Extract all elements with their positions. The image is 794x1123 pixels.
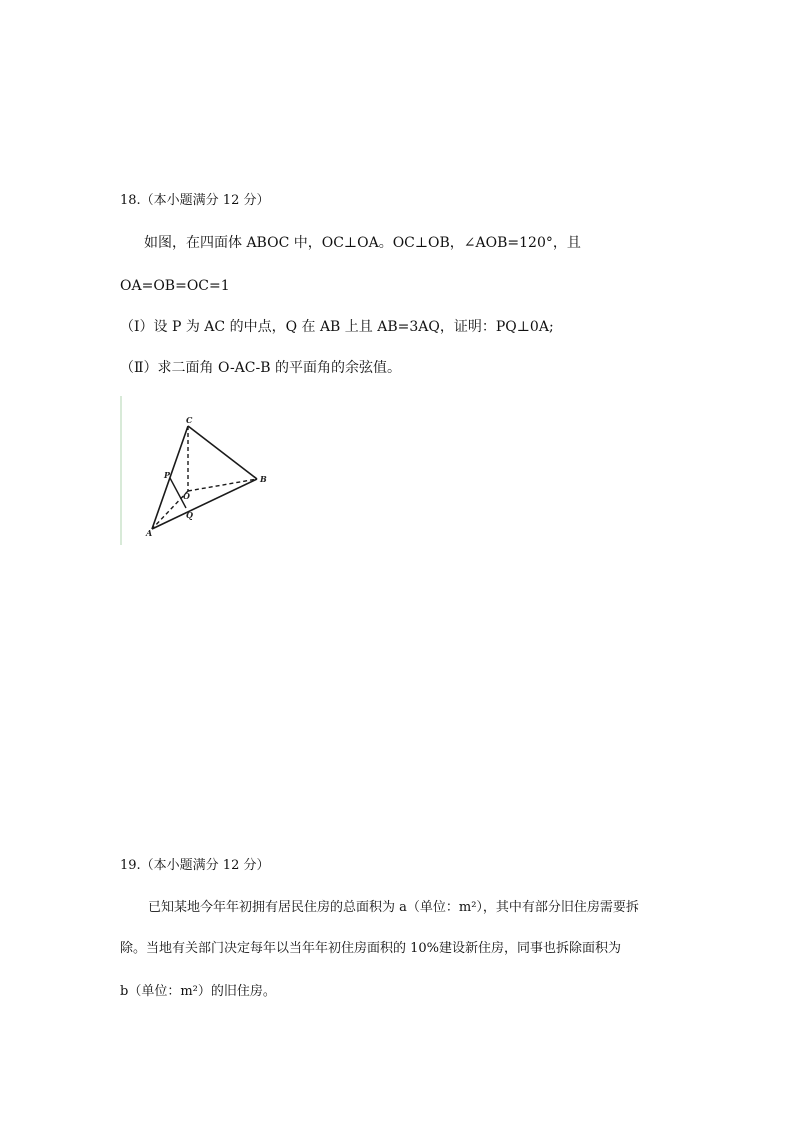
edge-OB-dashed [188, 479, 257, 491]
problem-19-line2: 除。当地有关部门决定每年以当年年初住房面积的 10%建设新住房，同事也拆除面积为 [120, 941, 622, 956]
label-B: B [260, 474, 267, 484]
problem-18-stem-line2: OA=OB=OC=1 [120, 278, 230, 294]
tetrahedron-diagram [122, 396, 282, 545]
problem-18-stem-line1: 如图，在四面体 ABOC 中，OC⊥OA。OC⊥OB，∠AOB=120°，且 [144, 235, 581, 251]
edge-AB [152, 479, 257, 529]
label-P: P [164, 470, 171, 480]
problem-18-part2: （Ⅱ）求二面角 O-AC-B 的平面角的余弦值。 [120, 360, 401, 376]
problem-18-part1: （Ⅰ）设 P 为 AC 的中点，Q 在 AB 上且 AB=3AQ，证明：PQ⊥0A; [120, 319, 554, 335]
problem-19-title: 19.（本小题满分 12 分） [120, 858, 270, 873]
label-C: C [186, 415, 193, 425]
edge-CB [188, 426, 257, 479]
problem-18-title: 18.（本小题满分 12 分） [120, 193, 270, 208]
tetrahedron-figure [120, 396, 282, 545]
problem-19-line1: 已知某地今年年初拥有居民住房的总面积为 a（单位：m²），其中有部分旧住房需要拆 [148, 900, 639, 915]
label-A: A [146, 528, 153, 538]
label-Q: Q [186, 510, 193, 520]
problem-19-line3: b（单位：m²）的旧住房。 [120, 984, 276, 999]
label-O: O [183, 491, 190, 501]
